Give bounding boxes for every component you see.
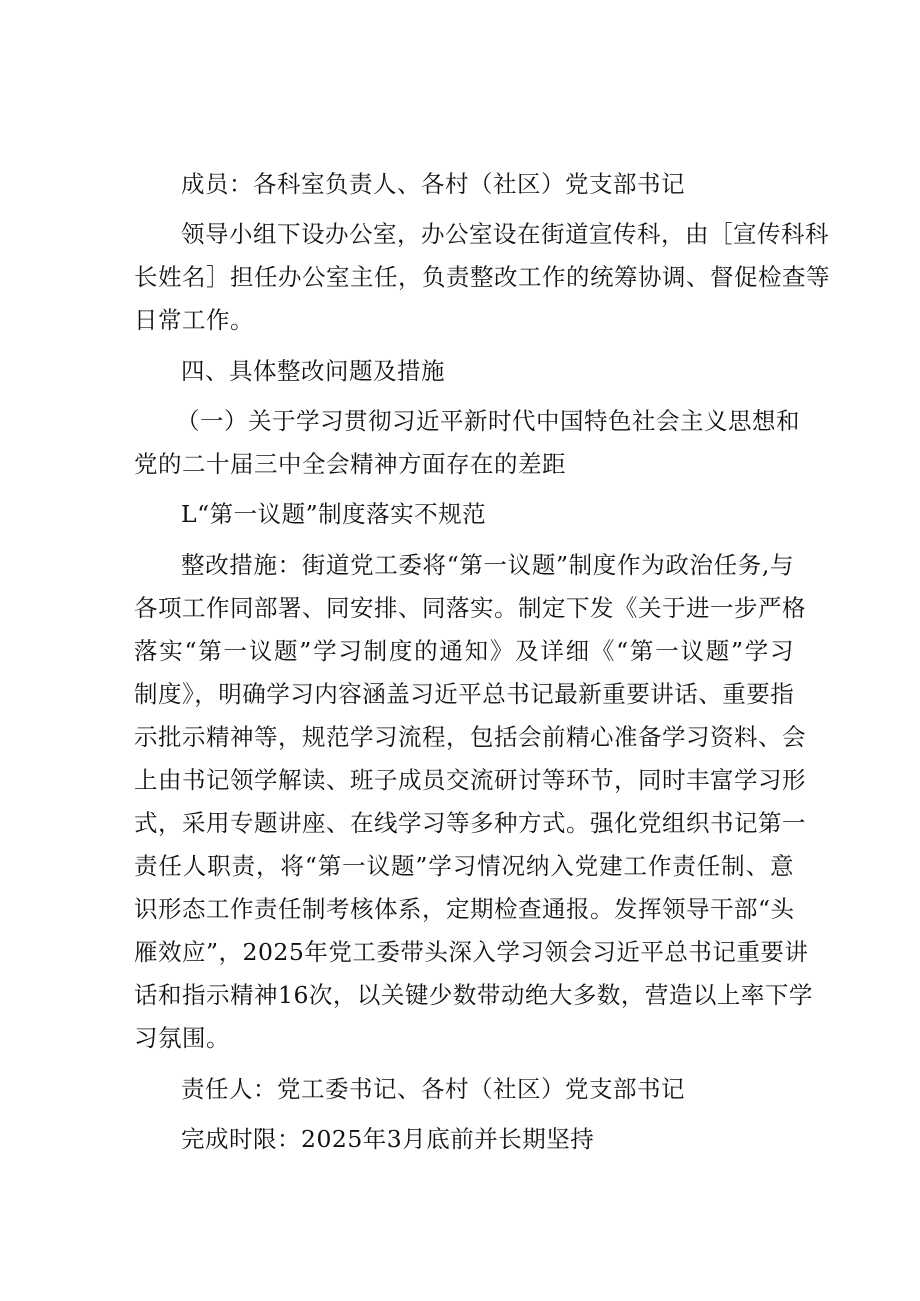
members-line: 成员：各科室负责人、各村（社区）党支部书记 xyxy=(181,170,685,198)
measures-line-6: 上由书记领学解读、班子成员交流研讨等环节，同时丰富学习形 xyxy=(134,766,806,794)
measures-line-7: 式，采用专题讲座、在线学习等多种方式。强化党组织书记第一 xyxy=(134,809,806,837)
measures-line-1: 整改措施：街道党工委将“第一议题”制度作为政治任务,与 xyxy=(181,551,794,579)
measures-line-8: 责任人职责，将“第一议题”学习情况纳入党建工作责任制、意 xyxy=(134,852,794,880)
measures-line-3: 落实“第一议题”学习制度的通知》及详细《“第一议题”学习 xyxy=(134,637,794,665)
measures-line-2: 各项工作同部署、同安排、同落实。制定下发《关于进一步严格 xyxy=(134,594,806,622)
measures-line-11: 话和指示精神16次，以关键少数带动绝大多数，营造以上率下学 xyxy=(134,981,813,1009)
measures-line-5: 示批示精神等，规范学习流程，包括会前精心准备学习资料、会 xyxy=(134,723,806,751)
office-paragraph-line-1: 领导小组下设办公室，办公室设在街道宣传科，由［宣传科科 xyxy=(181,220,829,248)
item-heading-1: L“第一议题”制度落实不规范 xyxy=(181,500,487,528)
measures-line-10: 雁效应”，2025年党工委带头深入学习领会习近平总书记重要讲 xyxy=(134,938,809,966)
office-paragraph-line-2: 长姓名］担任办公室主任，负责整改工作的统筹协调、督促检查等 xyxy=(134,263,830,291)
responsible-person-line: 责任人：党工委书记、各村（社区）党支部书记 xyxy=(181,1075,685,1103)
measures-line-12: 习氛围。 xyxy=(134,1024,230,1052)
measures-line-9: 识形态工作责任制考核体系，定期检查通报。发挥领导干部“头 xyxy=(134,895,795,923)
subsection-heading-1-line-1: （一）关于学习贯彻习近平新时代中国特色社会主义思想和 xyxy=(176,407,800,435)
deadline-line: 完成时限：2025年3月底前并长期坚持 xyxy=(181,1125,595,1153)
section-heading-4: 四、具体整改问题及措施 xyxy=(181,357,445,385)
office-paragraph-line-3: 日常工作。 xyxy=(134,306,254,334)
subsection-heading-1-line-2: 党的二十届三中全会精神方面存在的差距 xyxy=(134,450,566,478)
measures-line-4: 制度》，明确学习内容涵盖习近平总书记最新重要讲话、重要指 xyxy=(134,680,795,708)
